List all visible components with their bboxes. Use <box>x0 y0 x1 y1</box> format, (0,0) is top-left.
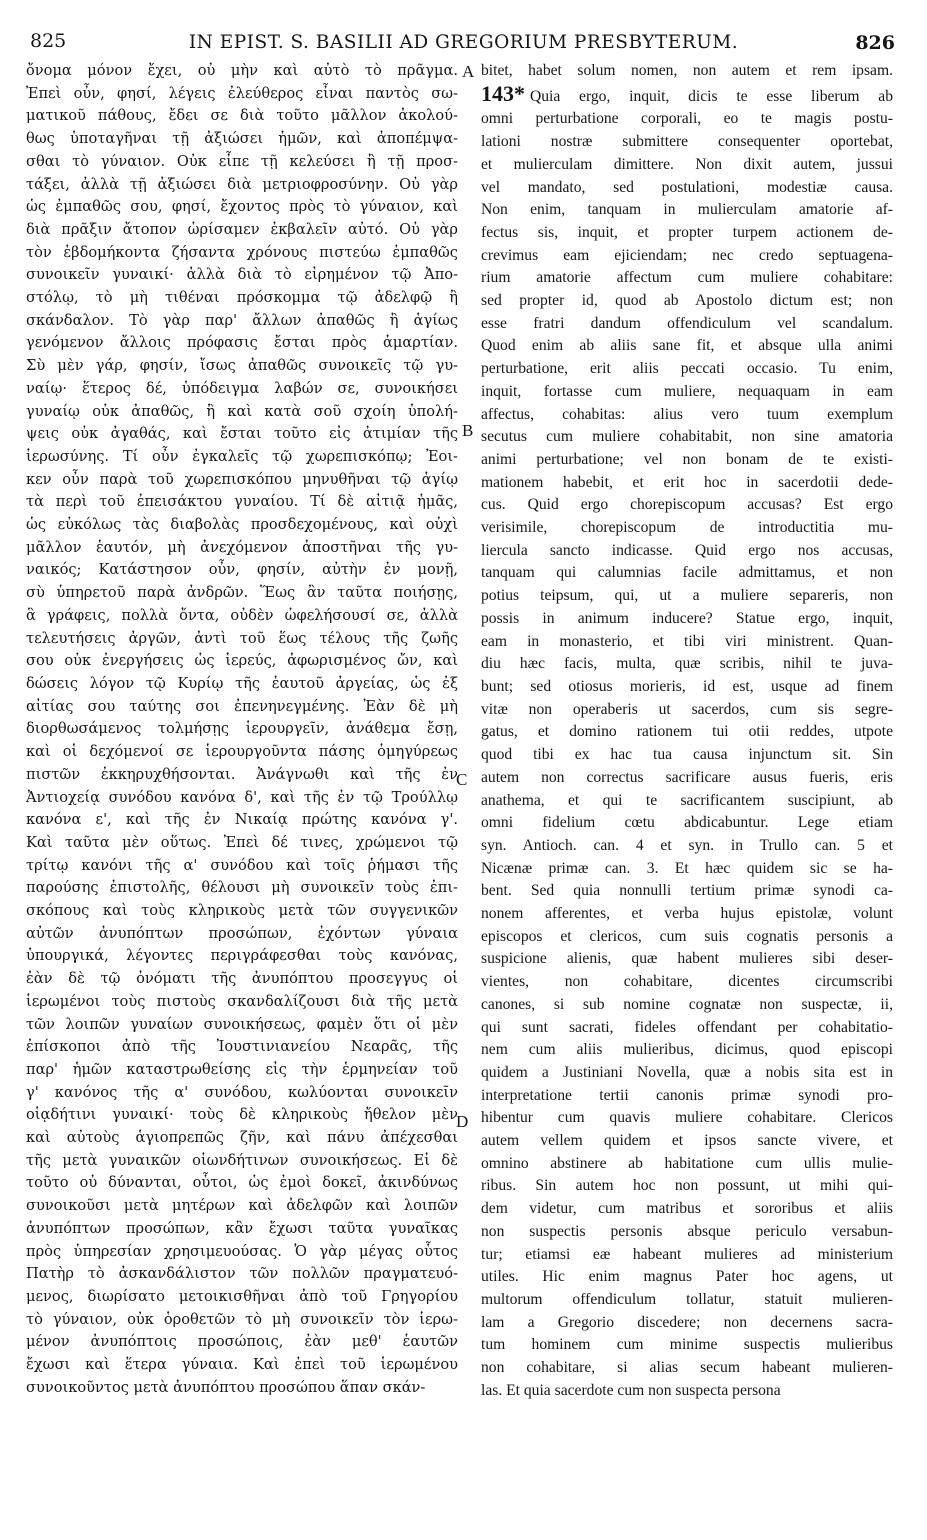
greek-line: ὡς ἐμπαθῶς σου, φησί, ἔχοντος πρὸς τὸ γύναιον, καὶ <box>26 198 458 216</box>
latin-line: omni perturbatione corporali, eo te magis postu- <box>481 110 893 128</box>
latin-line: quod tibi ex hac tua causa injunctum sit. Sin <box>481 746 893 764</box>
greek-line: μενος, διωρίσατο μετοικισθῆναι ἀπὸ τοῦ Γρηγορίου <box>26 1287 458 1305</box>
latin-line: gatus, et domino rationem tui otii reddes, utpote <box>481 723 893 741</box>
latin-line: multorum offendiculum tollatur, statuit mulieren- <box>481 1290 893 1308</box>
latin-line: bent. Sed quia nonnulli tertium primæ synodi ca- <box>481 882 893 900</box>
greek-line: τελευτήσεις ἀργῶν, ἀντὶ τοῦ ἕως τέλους τῆς ζωῆς <box>26 629 458 647</box>
greek-line: αὐτῶν ἀνυπόπτων προσώπων, ἐχόντων γύναια <box>26 924 458 942</box>
greek-line: στόλῳ, τὸ μὴ τιθέναι πρόσκομμα τῷ ἀδελφῷ ἢ <box>26 289 458 307</box>
latin-line: dem videtur, cum matribus et sororibus et aliis <box>481 1200 893 1218</box>
latin-line: cus. Quid ergo chorepiscopum accusas? Est ergo <box>481 496 893 514</box>
latin-line: Nicænæ primæ can. 3. Et hæc quidem sic se ha- <box>481 859 893 877</box>
greek-line: γ' κανόνος τῆς α' συνόδου, κωλύονται συνοικεῖν <box>26 1083 458 1101</box>
greek-line: ἱερωμένοι τοὺς πιστοὺς σκανδαλίζουσι διὰ τῆς μετὰ <box>26 992 458 1010</box>
greek-line: σου οὐκ ἐνεργήσεις ὡς ἱερεύς, ἀφωρισμένος ὤν, καὶ <box>26 652 458 670</box>
margin-letter-c: C <box>456 770 468 789</box>
latin-column <box>481 60 893 1402</box>
greek-line: Ἀντιοχείᾳ συνόδου κανόνα δ', καὶ τῆς ἐν τῷ Τρούλλῳ <box>26 788 458 806</box>
greek-line: παρούσης ἐπιστολῆς, θέλουσι μὴ συνοικεῖν τοὺς ἐπι- <box>26 879 458 897</box>
latin-line: vitæ non operaberis ut sacerdos, cum sis segre- <box>481 700 893 718</box>
latin-line: non suspectis personis absque periculo versabun- <box>481 1222 893 1240</box>
latin-line: ribus. Sin autem hoc non possunt, ut mihi qui- <box>481 1177 893 1195</box>
latin-line: autem vellem quidem et ipsos sancte vivere, et <box>481 1132 893 1150</box>
greek-line: ματικοῦ πάθους, ἔδει σε διὰ τοῦτο μᾶλλον ἀκολού- <box>26 107 458 125</box>
latin-line: Quod enim ab aliis sane fit, et absque ulla animi <box>481 337 893 355</box>
latin-line: omnino abstinere ab habitatione cum ullis mulie- <box>481 1154 893 1172</box>
latin-line-text: Quia ergo, inquit, dicis te esse liberum ab <box>530 87 893 105</box>
latin-line: fectus sis, inquit, et propter turpem actionem de- <box>481 223 893 241</box>
latin-line: mationem habebit, et erit hoc in sacerdotii dede- <box>481 473 893 491</box>
latin-line: vientes, non cohabitare, dicentes circumscribi <box>481 973 893 991</box>
greek-line: τοῦτο οὐ δύνανται, οὗτοι, ὡς ἐμοὶ δοκεῖ, ἀκινδύνως <box>26 1174 458 1192</box>
greek-line: μᾶλλον ἑαυτόν, μὴ ἀνεχόμενον ἀποστῆναι τῆς γυ- <box>26 538 458 556</box>
latin-line: las. Et quia sacerdote cum non suspecta persona <box>481 1381 781 1399</box>
greek-line: τῶν λοιπῶν γυναίων συνοικήσεως, φαμὲν ὅτι οἱ μὲν <box>26 1015 458 1033</box>
greek-line: πρὸς ὑπηρεσίαν χρησιμευούσας. Ὁ γὰρ μέγας οὗτος <box>26 1242 458 1260</box>
latin-line: nonem afferentes, et verba hujus epistolæ, volunt <box>481 905 893 923</box>
greek-line: ἀνυπόπτων προσώπων, κἂν ἔχωσι ταῦτα γυναῖκας <box>26 1219 458 1237</box>
latin-line: verisimile, chorepiscopum de introductitia mu- <box>481 519 893 537</box>
greek-line: μένον ἀνυπόπτοις προσώποις, ἐὰν μεθ' ἑαυτῶν <box>26 1333 458 1351</box>
greek-line: πιστῶν ἐκκηρυχθήσονται. Ἀνάγνωθι καὶ τῆς ἐν <box>26 765 458 783</box>
latin-line: episcopos et clericos, cum suis cognatis personis a <box>481 927 893 945</box>
latin-line: eam in monasterio, et tibi viri ministrent. Quan- <box>481 632 893 650</box>
greek-line: κεν οὖν παρὰ τοῦ χωρεπισκόπου μηνυθῆναι τῷ ἁγίῳ <box>26 470 458 488</box>
latin-line: rium amatorie affectum cum muliere cohabitare: <box>481 269 893 287</box>
greek-line: καὶ οἱ δεχόμενοί σε ἱερουργοῦντα πάσης ὁμηγύρεως <box>26 743 458 761</box>
greek-line: ναικός; Κατάστησον οὖν, φησίν, αὐτὴν ἐν μονῇ, <box>26 561 458 579</box>
latin-line: utiles. Hic enim magnus Pater hoc agens, ut <box>481 1268 893 1286</box>
greek-line: ὑπουργικά, λέγοντες περιγράφεσθαι τοὺς κανόνας, <box>26 947 458 965</box>
margin-letter-a: A <box>462 62 475 81</box>
greek-line: τάξει, ἀλλὰ τῇ ἀξιώσει διὰ μετριοφροσύνην. Οὐ γὰρ <box>26 175 458 193</box>
section-number: 143* <box>481 82 525 106</box>
greek-line: τὸν ἑβδομήκοντα ζήσαντα χρόνους πιστεύω ἐμπαθῶς <box>26 243 458 261</box>
latin-line: vel mandato, sed postulationi, modestiæ causa. <box>481 178 893 196</box>
greek-line: Σὺ μὲν γάρ, φησίν, ἴσως ἀπαθῶς συνοικεῖς τῷ γυ- <box>26 357 458 375</box>
greek-line: ὡς εὐκόλως τὰς διαβολὰς προσδεχομένους, καὶ οὐχὶ <box>26 516 458 534</box>
latin-line: lam a Gregorio discedere; non decernens sacra- <box>481 1313 893 1331</box>
greek-line: τρίτῳ κανόνι τῆς α' συνόδου καὶ τοῖς ῥήμασι τῆς <box>26 856 458 874</box>
page-number-right: 826 <box>855 32 895 54</box>
latin-line: tur; etiamsi eæ habeant mulieres ad ministerium <box>481 1245 893 1263</box>
running-title: IN EPIST. S. BASILII AD GREGORIUM PRESBYTERUM. <box>188 32 739 53</box>
latin-line: non cohabitare, si alias secum habeant mulieren- <box>481 1359 893 1377</box>
greek-line: ὄνομα μόνον ἔχει, οὐ μὴν καὶ αὐτὸ τὸ πρᾶγμα. <box>26 62 458 79</box>
greek-line: Ἐπεὶ οὖν, φησί, λέγεις ἐλεύθερος εἶναι παντὸς σω- <box>26 84 458 102</box>
greek-line: Πατὴρ τὸ ἀσκανδάλιστον τῶν πολλῶν πραγματευό- <box>26 1265 458 1283</box>
latin-line: diu hæc facis, multa, quæ scribis, nihil te juva- <box>481 655 893 673</box>
latin-line: bunt; sed otiosus morieris, id est, usque ad finem <box>481 677 893 695</box>
latin-line: suspicione alienis, quæ habent mulieres sibi deser- <box>481 950 893 968</box>
greek-line: τὸ γύναιον, οὐκ ὁροθετῶν τὸ μὴ συνοικεῖν τὸν ἱερω- <box>26 1310 458 1328</box>
greek-line: ἔχωσι καὶ ἕτερα γύναια. Καὶ ἐπεὶ τοῦ ἱερωμένου <box>26 1356 458 1374</box>
latin-line: sed propter id, quod ab Apostolo dictum est; non <box>481 292 893 310</box>
greek-line: σκάνδαλον. Τὸ γὰρ παρ' ἄλλων ἀπαθῶς ἢ ἁγίως <box>26 311 458 329</box>
greek-line: αἰτίας σου ταύτης σοι ἐπενηνεγμένης. Ἐὰν δὲ μὴ <box>26 697 458 715</box>
greek-line: ἐπίσκοποι ἀπὸ τῆς Ἰουστινιανείου Νεαρᾶς, τῆς <box>26 1038 458 1056</box>
greek-line: ψεις οὐκ ἀγαθάς, καὶ ἔσται τοῦτο εἰς ἀτιμίαν τῆς <box>26 425 458 443</box>
latin-line: hibentur cum quavis muliere cohabitare. Clericos <box>481 1109 893 1127</box>
latin-line: esse fratri dandum offendiculum vel scandalum. <box>481 314 893 332</box>
latin-line: tanquam qui calumnias facile admittamus, et non <box>481 564 893 582</box>
greek-line: σκόπους καὶ τοὺς κληρικοὺς μετὰ τῶν συγγενικῶν <box>26 902 458 920</box>
latin-line: crevimus eam ejiciendam; nec credo septuagena- <box>481 246 893 264</box>
page-number-left: 825 <box>30 30 67 52</box>
greek-line: γενόμενον ἄλλοις πρόφασις ἔσται πρὸς ἁμαρτίαν. <box>26 334 458 352</box>
greek-line: συνοικοῦντος μετὰ ἀνυπόπτου προσώπου ἅπαν σκάν- <box>26 1378 426 1396</box>
greek-line: θως ὑποταγῆναι τῇ ἀξιώσει ἡμῶν, καὶ ἀποπέμψα- <box>26 130 458 148</box>
running-header <box>0 30 927 64</box>
latin-line: affectus, cohabitas: alius vero tuum exemplum <box>481 405 893 423</box>
greek-line: ἱερωσύνης. Τί οὖν ἐγκαλεῖς τῷ χωρεπισκόπῳ; Ἐοι- <box>26 447 458 465</box>
latin-line: possis in animum inducere? Statue ergo, inquit, <box>481 609 893 627</box>
greek-line: σὺ ὑπηρετοῦ παρὰ ἀνδρῶν. Ἕως ἂν ταῦτα ποιήσῃς, <box>26 584 458 602</box>
latin-line: bitet, habet solum nomen, non autem et rem ipsam. <box>481 62 893 79</box>
latin-line: anathema, et qui te sacrificantem suscipiunt, ab <box>481 791 893 809</box>
latin-line: Non enim, tanquam in mulierculam amatorie af- <box>481 201 893 219</box>
margin-letter-d: D <box>456 1112 469 1131</box>
greek-line: οἱᾳδήτινι γυναικί· τοὺς δὲ κληρικοὺς ἤθελον μὲν <box>26 1106 458 1124</box>
latin-line: autem non correctus sacrificare ausus fueris, eris <box>481 768 893 786</box>
latin-line: animi perturbatione; vel non bonam de te existi- <box>481 450 893 468</box>
greek-line: Καὶ ταῦτα μὲν οὕτως. Ἐπεὶ δέ τινες, χρώμενοι τῷ <box>26 833 458 851</box>
greek-line: κανόνα ε', καὶ τῆς ἐν Νικαίᾳ πρώτης κανόνα γ'. <box>26 811 458 829</box>
greek-line: τὰ περὶ τοῦ ἐπεισάκτου γυναίου. Τί δὲ αἰτιᾷ ἡμᾶς, <box>26 493 458 511</box>
latin-line: perturbatione, erit aliis peccati occasio. Tu enim, <box>481 360 893 378</box>
latin-line: interpretatione tertii canonis primæ synodi pro- <box>481 1086 893 1104</box>
latin-line: nem cum aliis mulieribus, dicimus, quod episcopi <box>481 1041 893 1059</box>
greek-line: δώσεις λόγον τῷ Κυρίῳ τῆς ἑαυτοῦ ἀργείας, ὡς ἐξ <box>26 674 458 692</box>
greek-line: σθαι τὸ γύναιον. Οὐκ εἶπε τῇ κελεύσει ἢ τῇ προσ- <box>26 152 458 170</box>
latin-line: potius teipsum, qui, ut a muliere separeris, non <box>481 587 893 605</box>
greek-line: συνοικοῦσι μετὰ μητέρων καὶ ἀδελφῶν καὶ λοιπῶν <box>26 1197 458 1215</box>
latin-line: canones, si sub nomine cognatæ non suspectæ, ii, <box>481 995 893 1013</box>
greek-line: ναίῳ· ἕτερος δέ, ὑπόδειγμα λαβών σε, συνοικήσει <box>26 379 458 397</box>
latin-line: tum hominem cum minime suspectis mulieribus <box>481 1336 893 1354</box>
greek-line: ἃ γράφεις, πολλὰ ὄντα, οὐδὲν ὠφελήσουσί σε, ἀλλὰ <box>26 606 458 624</box>
greek-line: διορθωσάμενος τολμήσῃς ἱερουργεῖν, ἀνάθεμα ἔσῃ, <box>26 720 458 738</box>
greek-line: καὶ αὐτοὺς ἁγιοπρεπῶς ζῆν, καὶ πάνυ ἀπέχεσθαι <box>26 1129 458 1147</box>
latin-line <box>481 83 893 109</box>
greek-line: ἐὰν δὲ τῷ ὀνόματι τῆς ἀνυπόπτου προσεγγυς οἱ <box>26 970 458 988</box>
latin-line: liercula sancto indicasse. Quid ergo nos accusas, <box>481 541 893 559</box>
greek-line: τῆς μετὰ γυναικῶν οἱωνδήτινων συνοικήσεως. Εἰ δὲ <box>26 1151 458 1169</box>
latin-line: secutus cum muliere cohabitabit, non sine amatoria <box>481 428 893 446</box>
greek-line: γυναίῳ οὐκ ἀπαθῶς, ἢ καὶ κατὰ σοῦ σχοίη ὑπολή- <box>26 402 458 420</box>
greek-line: συνοικεῖν γυναικί· ἀλλὰ διὰ τὸ εἰρημένον τῷ Ἀπο- <box>26 266 458 284</box>
margin-letter-b: B <box>462 421 474 440</box>
latin-line: quidem a Justiniani Novella, quæ a nobis sita est in <box>481 1063 893 1081</box>
greek-column <box>26 60 458 1399</box>
latin-line: qui sunt sacrati, fideles offendant per cohabitatio- <box>481 1018 893 1036</box>
latin-line: omni fidelium cœtu abdicabuntur. Lege etiam <box>481 814 893 832</box>
latin-line: et mulierculam dimittere. Non dixit autem, jussui <box>481 155 893 173</box>
latin-line: inquit, fortasse cum muliere, nequaquam in eam <box>481 382 893 400</box>
latin-line: lationi nostræ submittere consequenter oportebat, <box>481 133 893 151</box>
greek-line: παρ' ἡμῶν καταστρωθείσης εἰς τὴν ἑρμηνείαν τοῦ <box>26 1060 458 1078</box>
greek-line: διὰ πρᾶξιν ἄτοπον ὡρίσαμεν ἐκβαλεῖν αὐτό. Οὐ γὰρ <box>26 220 458 238</box>
latin-line: syn. Antioch. can. 4 et syn. in Trullo can. 5 et <box>481 836 893 854</box>
